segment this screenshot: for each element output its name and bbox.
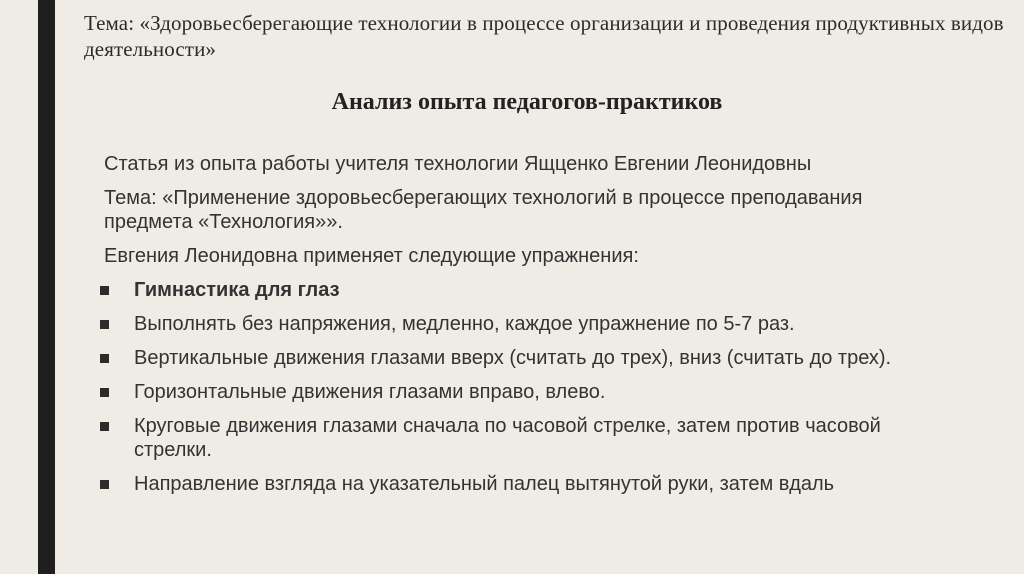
slide-heading: Анализ опыта педагогов-практиков xyxy=(331,89,723,115)
paragraph-theme: Тема: «Применение здоровьесберегающих технологий в процессе преподавания предмета «Технология»». xyxy=(104,187,863,233)
square-bullet-icon xyxy=(100,286,109,295)
list-item-text: Вертикальные движения глазами вверх (считать до трех), вниз (считать до трех). xyxy=(134,347,892,369)
square-bullet-icon xyxy=(100,320,109,329)
square-bullet-icon xyxy=(100,422,109,431)
list-item-text: Направление взгляда на указательный палец вытянутой руки, затем вдаль xyxy=(134,473,835,495)
paragraph-article: Статья из опыта работы учителя технологии Ящценко Евгении Леонидовны xyxy=(104,153,812,175)
square-bullet-icon xyxy=(100,480,109,489)
list-item xyxy=(100,312,930,336)
paragraph-intro: Евгения Леонидовна применяет следующие упражнения: xyxy=(104,245,639,267)
slide-topic: Тема: «Здоровьесберегающие технологии в процессе организации и проведения продуктивных видов деятельности» xyxy=(84,11,1004,61)
exercise-list xyxy=(100,278,930,496)
list-item xyxy=(100,278,930,302)
list-item xyxy=(100,346,930,370)
list-item xyxy=(100,380,930,404)
list-item-text: Гимнастика для глаз xyxy=(134,279,340,301)
square-bullet-icon xyxy=(100,354,109,363)
list-item-text: Горизонтальные движения глазами вправо, влево. xyxy=(134,381,606,403)
list-item xyxy=(100,472,930,496)
list-item-text: Выполнять без напряжения, медленно, каждое упражнение по 5-7 раз. xyxy=(134,313,795,335)
slide-body xyxy=(104,152,934,506)
list-item-text: Круговые движения глазами сначала по часовой стрелке, затем против часовой стрелки. xyxy=(134,415,881,461)
square-bullet-icon xyxy=(100,388,109,397)
list-item xyxy=(100,414,930,462)
